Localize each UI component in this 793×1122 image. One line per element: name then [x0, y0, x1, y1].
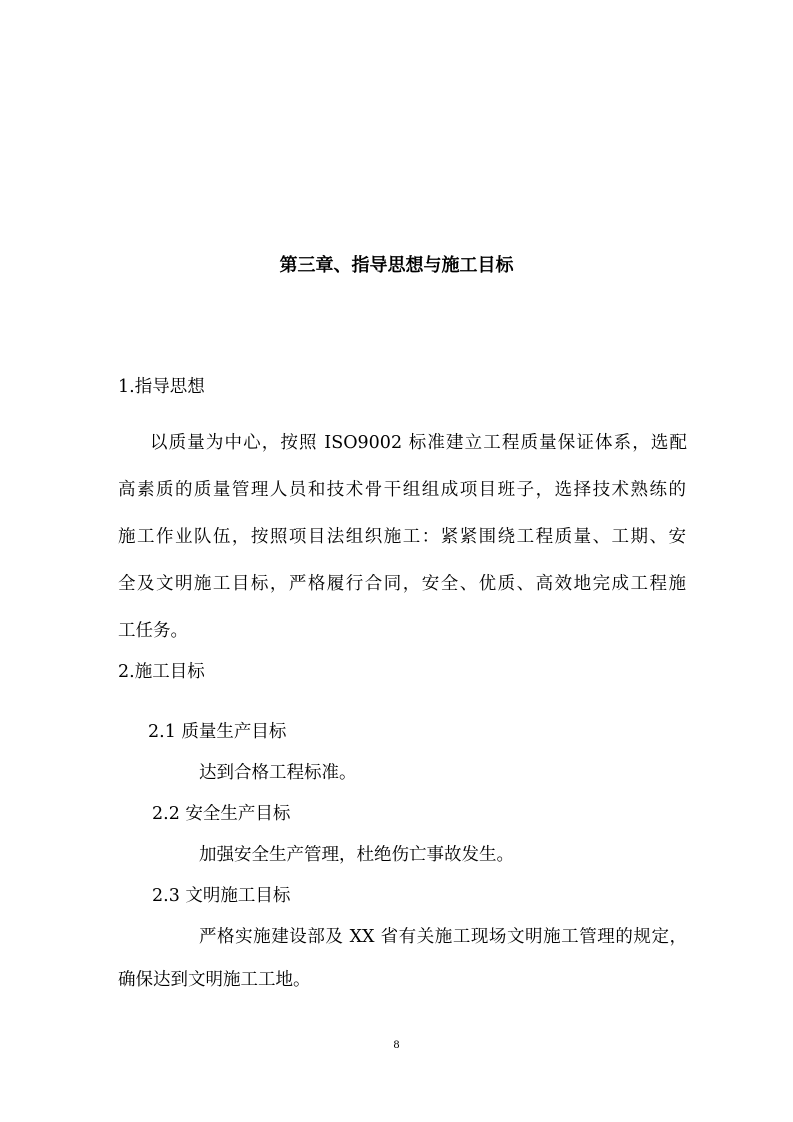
chapter-title: 第三章、指导思想与施工目标: [279, 255, 514, 276]
page-number: 8: [393, 1037, 400, 1051]
section-1-heading: 1.指导思想: [118, 377, 205, 397]
paragraph-line: 高素质的质量管理人员和技术骨干组组成项目班子，选择技术熟练的: [118, 480, 686, 500]
paragraph-line: 工任务。: [118, 621, 188, 641]
subsection-text: 达到合格工程标准。: [199, 763, 357, 783]
subsection-text: 加强安全生产管理，杜绝伤亡事故发生。: [199, 845, 514, 865]
paragraph-line: 全及文明施工目标，严格履行合同，安全、优质、高效地完成工程施: [118, 574, 686, 594]
subsection-heading: 2.2 安全生产目标: [152, 804, 291, 824]
subsection-heading: 2.3 文明施工目标: [152, 886, 291, 906]
subsection-text: 确保达到文明施工工地。: [118, 970, 311, 990]
section-2-heading: 2.施工目标: [118, 662, 205, 682]
paragraph-line: 以质量为中心，按照 ISO9002 标准建立工程质量保证体系，选配: [150, 433, 687, 453]
subsection-heading: 2.1 质量生产目标: [148, 722, 287, 742]
paragraph-line: 施工作业队伍，按照项目法组织施工：紧紧围绕工程质量、工期、安: [118, 527, 686, 547]
subsection-text: 严格实施建设部及 XX 省有关施工现场文明施工管理的规定，: [199, 927, 687, 947]
